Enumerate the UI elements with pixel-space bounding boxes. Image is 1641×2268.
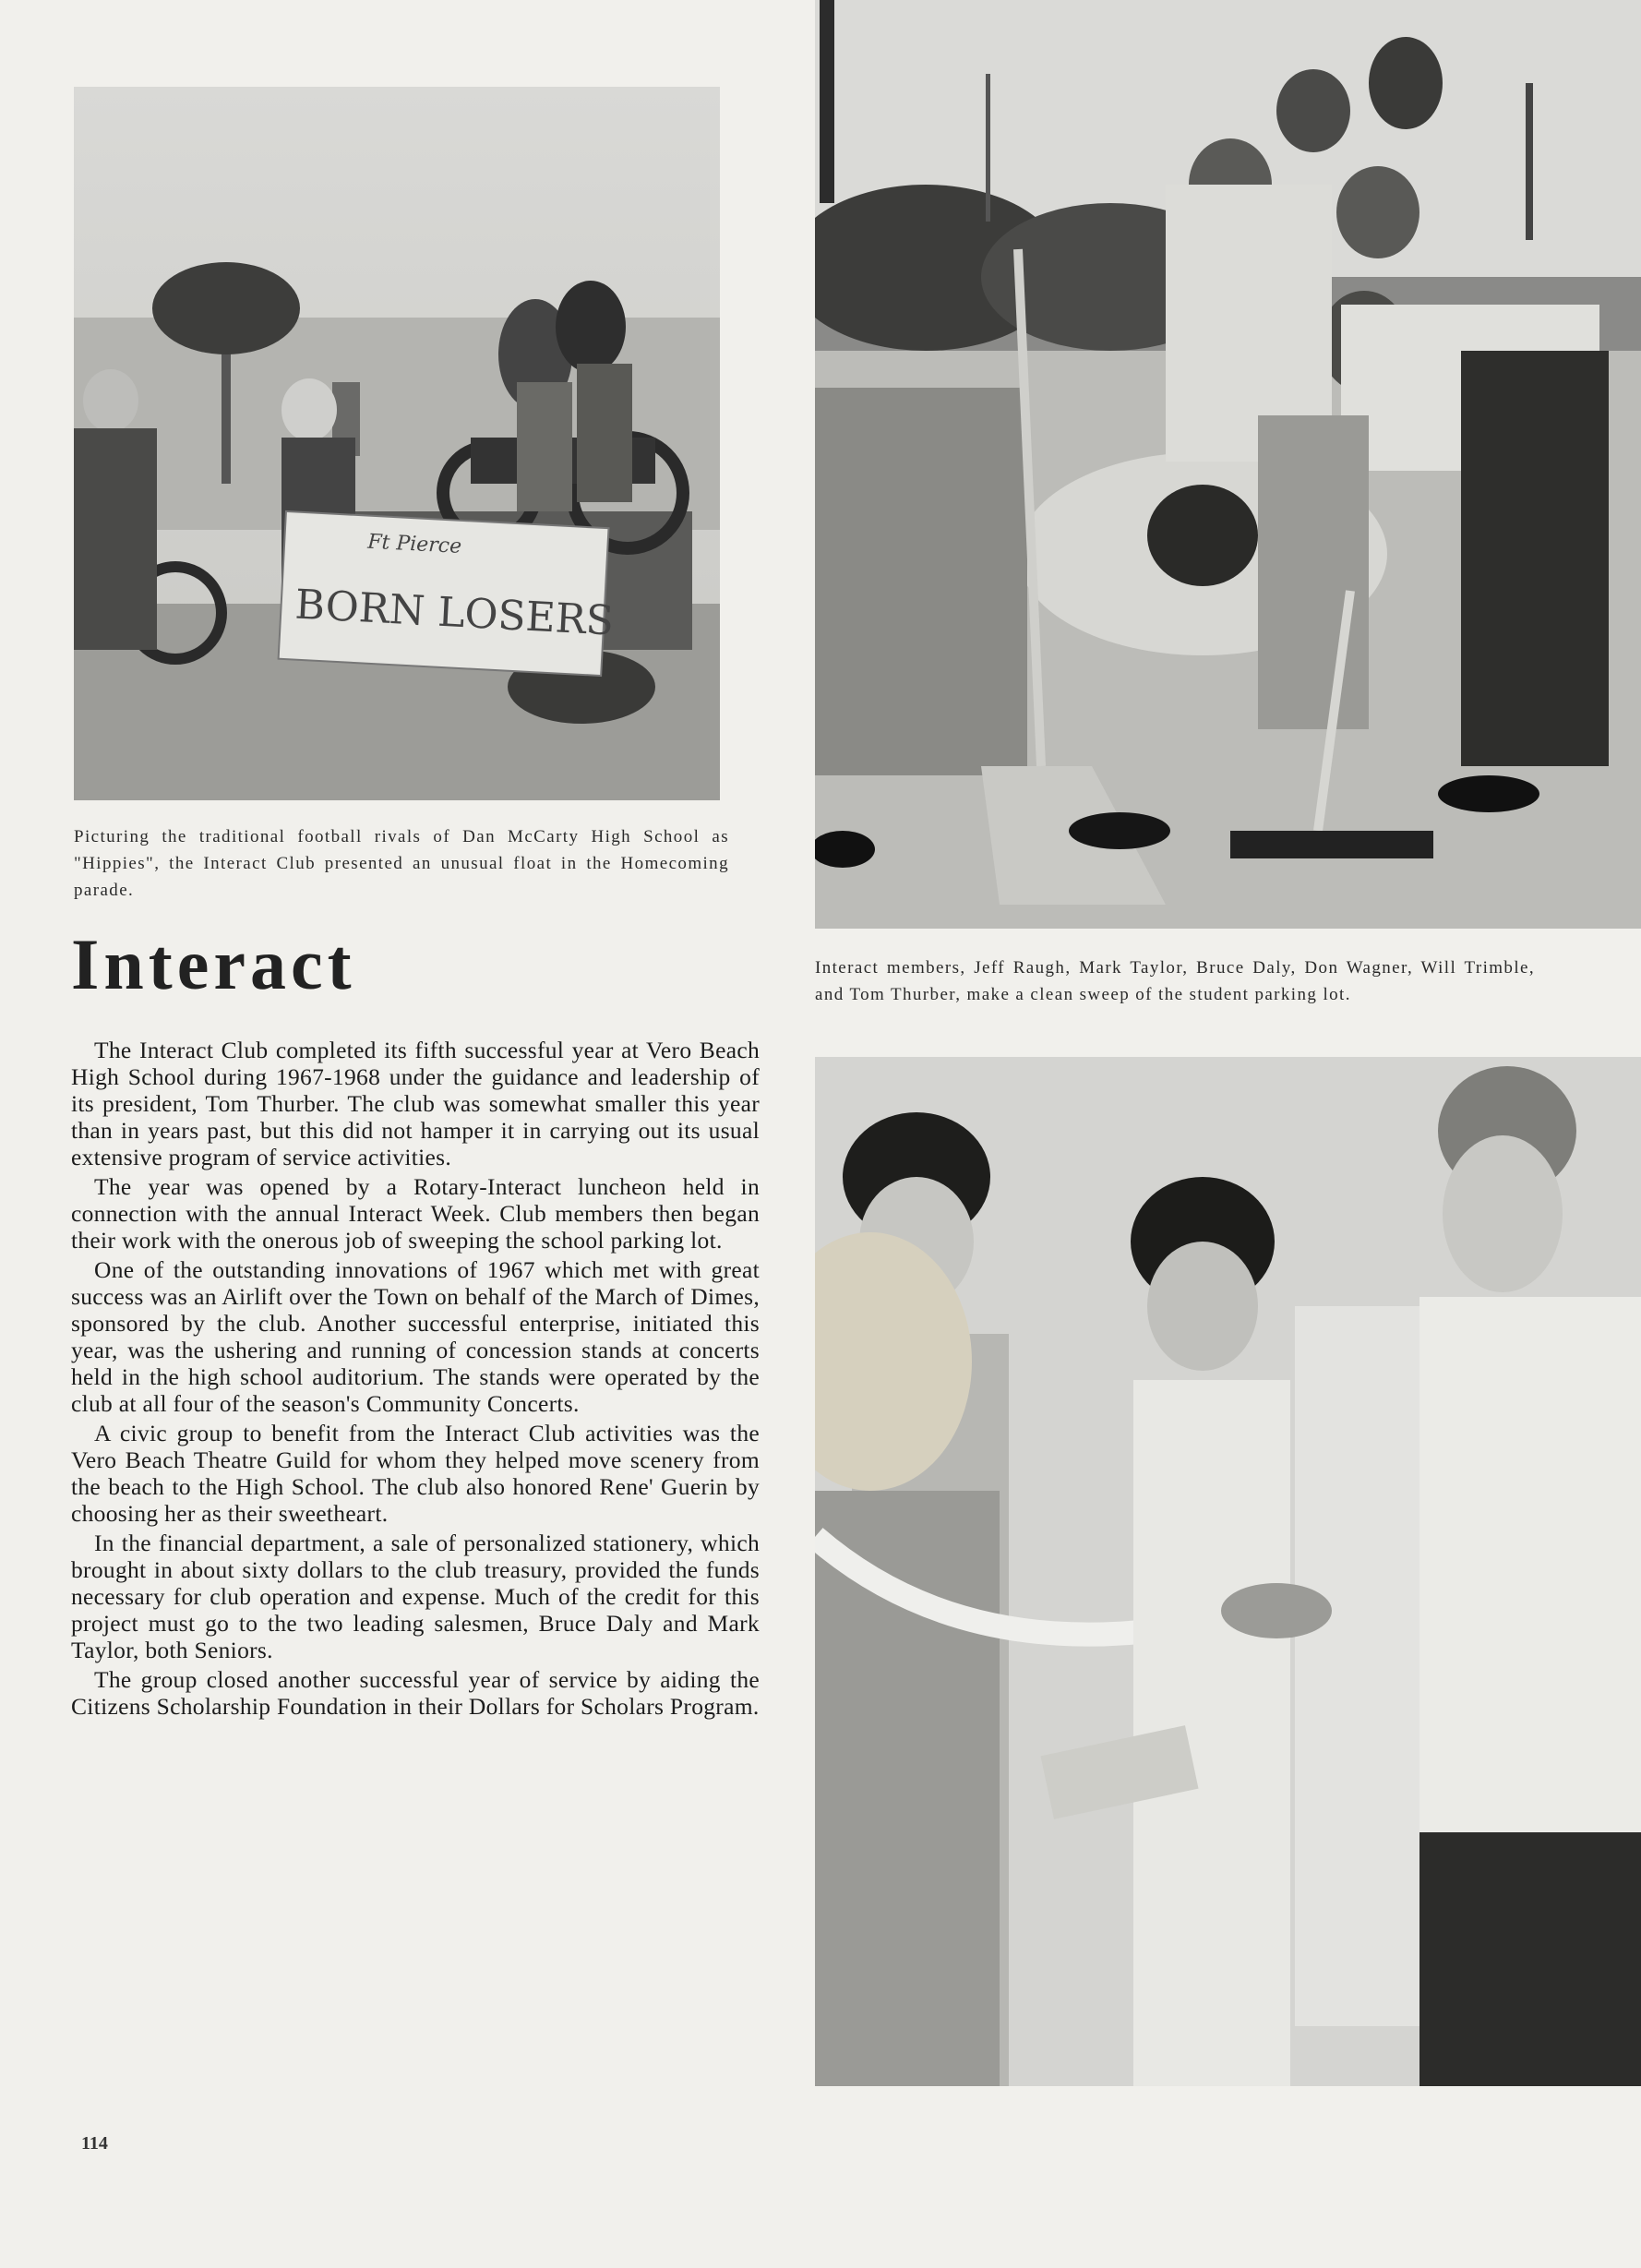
- handshake-photo: [815, 1057, 1641, 2086]
- article-paragraph: In the financial department, a sale of personalized stationery, which brought in about sixty dollars to the club treasury, provided the funds necessary for club operation and expense. Much of the credit for this project must go to the two leading salesmen, Bruce Daly and Mark Taylor, both Seniors.: [71, 1530, 760, 1663]
- article-paragraph: The group closed another successful year of service by aiding the Citizens Scholarship Foundation in their Dollars for Scholars Program.: [71, 1666, 760, 1720]
- sweep-photo: [815, 0, 1641, 929]
- article-body: [71, 1037, 760, 1722]
- article-paragraph: A civic group to benefit from the Interact Club activities was the Vero Beach Theatre Guild for whom they helped move scenery from the beach to the High School. The club also honored Rene' Guerin by choosing her as their sweetheart.: [71, 1420, 760, 1527]
- sweep-caption: Interact members, Jeff Raugh, Mark Taylor, Bruce Daly, Don Wagner, Will Trimble, and Tom Thurber, make a clean sweep of the student parking lot.: [815, 958, 1535, 1004]
- float-sign-line2: BORN LOSERS: [293, 581, 616, 645]
- float-photo: [74, 87, 720, 800]
- page-number: 114: [81, 2133, 108, 2154]
- float-sign-line1: Ft Pierce: [366, 530, 462, 558]
- article-paragraph: The year was opened by a Rotary-Interact luncheon held in connection with the annual Interact Week. Club members then began their work with the onerous job of sweeping the school parking lot.: [71, 1173, 760, 1254]
- article-paragraph: One of the outstanding innovations of 1967 which met with great success was an Airlift over the Town on behalf of the March of Dimes, sponsored by the club. Another successful enterprise, initiated this year, was the ushering and running of concession stands at concerts held in the high school auditorium. The stands were operated by the club at all four of the season's Community Concerts.: [71, 1256, 760, 1417]
- article-paragraph: The Interact Club completed its fifth successful year at Vero Beach High School during 1967-1968 under the guidance and leadership of its president, Tom Thurber. The club was somewhat smaller this year than in years past, but this did not hamper it in carrying out its usual extensive program of service activities.: [71, 1037, 760, 1170]
- page-title: Interact: [71, 924, 356, 1004]
- float-caption: Picturing the traditional football rivals of Dan McCarty High School as "Hippies", the Interact Club presented an unusual float in the Homecoming parade.: [74, 827, 729, 900]
